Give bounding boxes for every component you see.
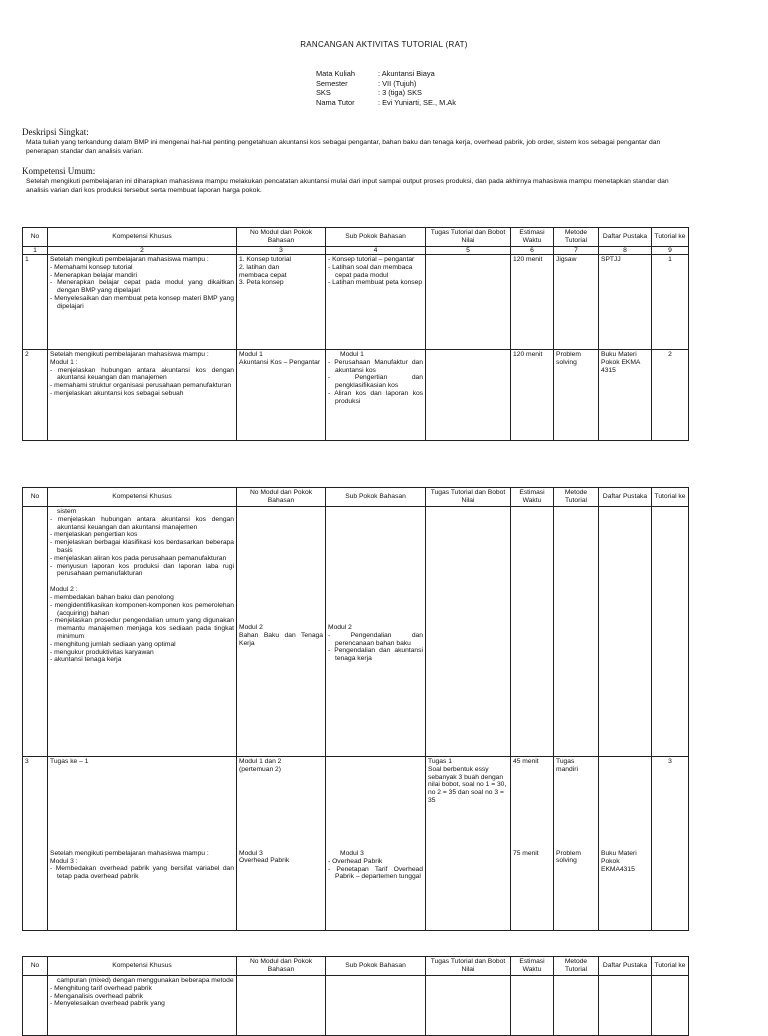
kompetensi-cell — [48, 350, 237, 441]
row-no: 2 — [23, 350, 48, 441]
tugas-cell — [426, 350, 511, 441]
modul-cell: 1. Konsep tutorial 2. latihan dan membaca cepat 3. Peta konsep — [237, 255, 326, 350]
list-item: - menyusun laporan kos produksi dan laporan laba rugi perusahaan pemanufakturan — [50, 563, 234, 579]
col-number: 2 — [48, 247, 237, 255]
meta-value: : Evi Yuniarti, SE., M.Ak — [378, 97, 456, 107]
col-number: 1 — [23, 247, 48, 255]
pustaka-cell — [599, 757, 652, 931]
sub-pokok-heading: Modul 3 — [340, 850, 364, 857]
list-item: - menjelaskan akuntansi kos sebagai sebuah — [50, 390, 234, 398]
metode-modul-3: Problem solving — [556, 849, 581, 865]
metode-cell: Jigsaw — [554, 255, 599, 350]
list-item: - Latihan soal dan membaca cepat pada modul — [328, 264, 423, 280]
list-item: - Menghitung tarif overhead pabrik — [50, 985, 234, 993]
list-item: - mengukur produktivitas karyawan — [50, 649, 234, 657]
row-no: 1 — [23, 255, 48, 350]
table-header-row — [23, 957, 689, 976]
header-sub-pokok: Sub Pokok Bahasan — [326, 488, 426, 507]
modul-cell — [237, 757, 326, 931]
list-item: - Menyelesaikan dan membuat peta konsep materi BMP yang dipelajari — [50, 295, 234, 311]
header-metode: Metode Tutorial — [554, 488, 599, 507]
continuation-text: sistem — [57, 508, 77, 515]
header-no: No — [23, 228, 48, 247]
list-item: - menjelaskan berbagai klasifikasi kos berdasarkan beberapa basis — [50, 539, 234, 555]
kompetensi-cell — [48, 757, 237, 931]
metode-cell — [554, 976, 599, 1036]
rat-table-page-1 — [22, 227, 689, 441]
meta-label: SKS — [316, 88, 331, 98]
tutorial-ke-cell — [652, 507, 689, 757]
metode-cell: Problem solving — [554, 350, 599, 441]
metode-cell — [554, 507, 599, 757]
meta-label: Semester — [316, 78, 348, 88]
list-item: - Pengendalian dan perencanaan bahan baku — [328, 632, 423, 648]
header-metode: Metode Tutorial — [554, 228, 599, 247]
list-item: - akuntansi tenaga kerja — [50, 656, 234, 664]
course-info — [316, 69, 456, 107]
row-no: 3 — [23, 757, 48, 931]
waktu-cell: 120 menit — [511, 255, 554, 350]
list-item: - Penetapan Tarif Overhead Pabrik – departemen tunggal — [328, 866, 423, 882]
kompetensi-list — [50, 264, 234, 311]
table-header-row — [23, 228, 689, 247]
kompetensi-cell — [48, 255, 237, 350]
header-tugas: Tugas Tutorial dan Bobot Nilai — [426, 488, 511, 507]
header-pustaka: Daftar Pustaka — [599, 488, 652, 507]
pustaka-cell: SPTJJ — [599, 255, 652, 350]
list-item: - Aliran kos dan laporan kos produksi — [328, 390, 423, 406]
list-item: - Overhead Pabrik — [328, 858, 423, 866]
list-item: - menghitung jumlah sediaan yang optimal — [50, 641, 234, 649]
tugas-cell — [426, 976, 511, 1036]
list-item: - Membedakan overhead pabrik yang bersifat variabel dan tetap pada overhead pabrik — [50, 865, 234, 881]
sub-pokok-cell — [326, 507, 426, 757]
list-item: - menjelaskan pengertian kos — [50, 531, 234, 539]
header-modul: No Modul dan Pokok Bahasan — [237, 957, 326, 976]
list-item: - menjelaskan aliran kos pada perusahaan pemanufakturan — [50, 555, 234, 563]
tutorial-ke-cell — [652, 976, 689, 1036]
waktu-cell: 120 menit — [511, 350, 554, 441]
pustaka-cell: Buku Materi Pokok EKMA 4315 — [599, 350, 652, 441]
list-item: - Konsep tutorial – pengantar — [328, 256, 423, 264]
kompetensi-modul-label: Modul 3 : — [50, 857, 78, 865]
col-number: 3 — [237, 247, 326, 255]
continuation-text: campuran (mixed) dengan menggunakan beberapa metode — [57, 977, 234, 984]
list-item: - Latihan membuat peta konsep — [328, 279, 423, 287]
list-item: - memahami struktur organisasi perusahaan pemanufakturan — [50, 382, 234, 390]
kompetensi-cell — [48, 976, 237, 1036]
table-row — [23, 350, 689, 441]
deskripsi-text: Mata tuliah yang terkandung dalam BMP ini mengenai hal-hal penting pengetahuan akuntansi kos sebagai pengantar, bahan baku dan tenaga kerja, overhead pabrik, job order, sistem kos sebagai pengantar dan penerapan standar dan analisis varian. — [26, 139, 661, 156]
list-item: - Perusahaan Manufaktur dan akuntansi kos — [328, 359, 423, 375]
kompetensi-intro: Setelah mengikuti pembelajaran mahasiswa mampu : — [50, 256, 209, 263]
waktu-cell — [511, 757, 554, 931]
kompetensi-intro: Setelah mengikuti pembelajaran mahasiswa mampu : — [50, 849, 209, 857]
waktu-cell — [511, 976, 554, 1036]
sub-pokok-heading: Modul 1 — [340, 351, 364, 358]
col-number: 9 — [652, 247, 689, 255]
sub-pokok-cell — [326, 255, 426, 350]
list-item: - menjelaskan prosedur pengendalian umum yang digunakan memantu manajemen menjaga kos sediaan pada tingkat minimum — [50, 617, 234, 640]
header-metode: Metode Tutorial — [554, 957, 599, 976]
waktu-cell — [511, 507, 554, 757]
list-item: - Memahami konsep tutorial — [50, 264, 234, 272]
sub-pokok-heading: Modul 2 — [328, 624, 352, 631]
header-estimasi: Estimasi Waktu — [511, 957, 554, 976]
metode-cell — [554, 757, 599, 931]
tutorial-ke-cell: 3 — [652, 757, 689, 931]
row-no — [23, 507, 48, 757]
kompetensi-umum-heading: Kompetensi Umum: — [22, 166, 96, 176]
kompetensi-modul-label: Modul 2 : — [50, 586, 78, 594]
meta-value: : 3 (tiga) SKS — [378, 88, 422, 98]
table-row — [23, 757, 689, 931]
header-sub-pokok: Sub Pokok Bahasan — [326, 957, 426, 976]
kompetensi-umum-text: Setelah mengikuti pembelajaran ini diharapkan mahasiswa mampu melakukan pencatatan akuntansi mulai dari input sampai output proses produksi, dan pada akhirnya mahasiswa mampu menetapkan standar dan analisis varian dari kos produksi tersebut serta membuat laporan harga pokok. — [26, 178, 669, 195]
column-number-row — [23, 247, 689, 255]
header-tugas: Tugas Tutorial dan Bobot Nilai — [426, 228, 511, 247]
list-item: - menjelaskan hubungan antara akuntansi kos dengan akuntansi keuangan dan akuntansi manajemen — [50, 516, 234, 532]
tugas-label: Tugas ke – 1 — [50, 758, 89, 765]
tugas-cell: Tugas 1 Soal berbentuk essy sebanyak 3 buah dengan nilai bobot, soal no 1 = 30, no 2 = 35 dan soal no 3 = 35 — [426, 757, 511, 931]
header-tutorial-ke: Tutorial ke — [652, 488, 689, 507]
header-no: No — [23, 488, 48, 507]
header-kompetensi: Kompetensi Khusus — [48, 957, 237, 976]
list-item: - Menganalisis overhead pabrik — [50, 993, 234, 1001]
header-no: No — [23, 957, 48, 976]
rat-table-page-3 — [22, 956, 689, 1036]
waktu-tugas: 45 menit — [513, 758, 539, 765]
kompetensi-cell — [48, 507, 237, 757]
list-item: - Pengertian dan pengklasifikasian kos — [328, 374, 423, 390]
header-modul: No Modul dan Pokok Bahasan — [237, 488, 326, 507]
pustaka-cell — [599, 976, 652, 1036]
sub-pokok-cell — [326, 976, 426, 1036]
modul-cell — [237, 976, 326, 1036]
kompetensi-modul-label: Modul 1 : — [50, 358, 78, 366]
table-row — [23, 507, 689, 757]
list-item: - mengidentifikasikan komponen-komponen kos pemerolehan (acquiring) bahan — [50, 602, 234, 618]
kompetensi-intro: Setelah mengikuti pembelajaran mahasiswa mampu : — [50, 351, 209, 358]
col-number: 7 — [554, 247, 599, 255]
metode-tugas: Tugas mandiri — [556, 758, 578, 773]
header-estimasi: Estimasi Waktu — [511, 488, 554, 507]
header-tutorial-ke: Tutorial ke — [652, 957, 689, 976]
row-no — [23, 976, 48, 1036]
list-item: - Pengendalian dan akuntansi tenaga kerja — [328, 647, 423, 663]
header-estimasi: Estimasi Waktu — [511, 228, 554, 247]
pustaka-modul-3: Buku Materi Pokok EKMA4315 — [601, 850, 637, 873]
waktu-modul-3: 75 menit — [513, 849, 539, 857]
document-title: RANCANGAN AKTIVITAS TUTORIAL (RAT) — [300, 40, 468, 49]
header-kompetensi: Kompetensi Khusus — [48, 228, 237, 247]
col-number: 5 — [426, 247, 511, 255]
list-item: - menjelaskan hubungan antara akuntansi kos dengan akuntansi keuangan dan manajemen — [50, 367, 234, 383]
table-header-row — [23, 488, 689, 507]
tutorial-ke-cell: 1 — [652, 255, 689, 350]
rat-table-page-2 — [22, 487, 689, 931]
col-number: 4 — [326, 247, 426, 255]
list-item: - Menyelesaikan overhead pabrik yang — [50, 1000, 234, 1008]
table-row — [23, 255, 689, 350]
list-item: - membedakan bahan baku dan penolong — [50, 594, 234, 602]
header-pustaka: Daftar Pustaka — [599, 957, 652, 976]
deskripsi-heading: Deskripsi Singkat: — [22, 127, 89, 137]
pustaka-cell — [599, 507, 652, 757]
col-number: 6 — [511, 247, 554, 255]
header-kompetensi: Kompetensi Khusus — [48, 488, 237, 507]
tutorial-ke-cell: 2 — [652, 350, 689, 441]
tugas-cell — [426, 255, 511, 350]
list-item: - Menerapkan belajar cepat pada modul yang dikaitkan dengan BMP yang dipelajari — [50, 279, 234, 295]
modul-cell: Modul 1 Akuntansi Kos – Pengantar — [237, 350, 326, 441]
meta-value: : VII (Tujuh) — [378, 78, 417, 88]
modul-3-title: Modul 3 Overhead Pabrik — [239, 849, 290, 865]
list-item: - Menerapkan belajar mandiri — [50, 272, 234, 280]
tugas-cell — [426, 507, 511, 757]
meta-label: Mata Kuliah — [316, 69, 356, 78]
modul-2-title: Modul 2 Bahan Baku dan Tenaga Kerja — [239, 624, 323, 647]
header-pustaka: Daftar Pustaka — [599, 228, 652, 247]
modul-1-2-title: Modul 1 dan 2 (pertemuan 2) — [239, 758, 282, 773]
meta-label: Nama Tutor — [316, 97, 355, 107]
table-row — [23, 976, 689, 1036]
header-sub-pokok: Sub Pokok Bahasan — [326, 228, 426, 247]
header-tutorial-ke: Tutorial ke — [652, 228, 689, 247]
col-number: 8 — [599, 247, 652, 255]
sub-pokok-cell — [326, 350, 426, 441]
modul-cell — [237, 507, 326, 757]
header-tugas: Tugas Tutorial dan Bobot Nilai — [426, 957, 511, 976]
meta-value: : Akuntansi Biaya — [378, 69, 435, 78]
sub-pokok-cell — [326, 757, 426, 931]
header-modul: No Modul dan Pokok Bahasan — [237, 228, 326, 247]
